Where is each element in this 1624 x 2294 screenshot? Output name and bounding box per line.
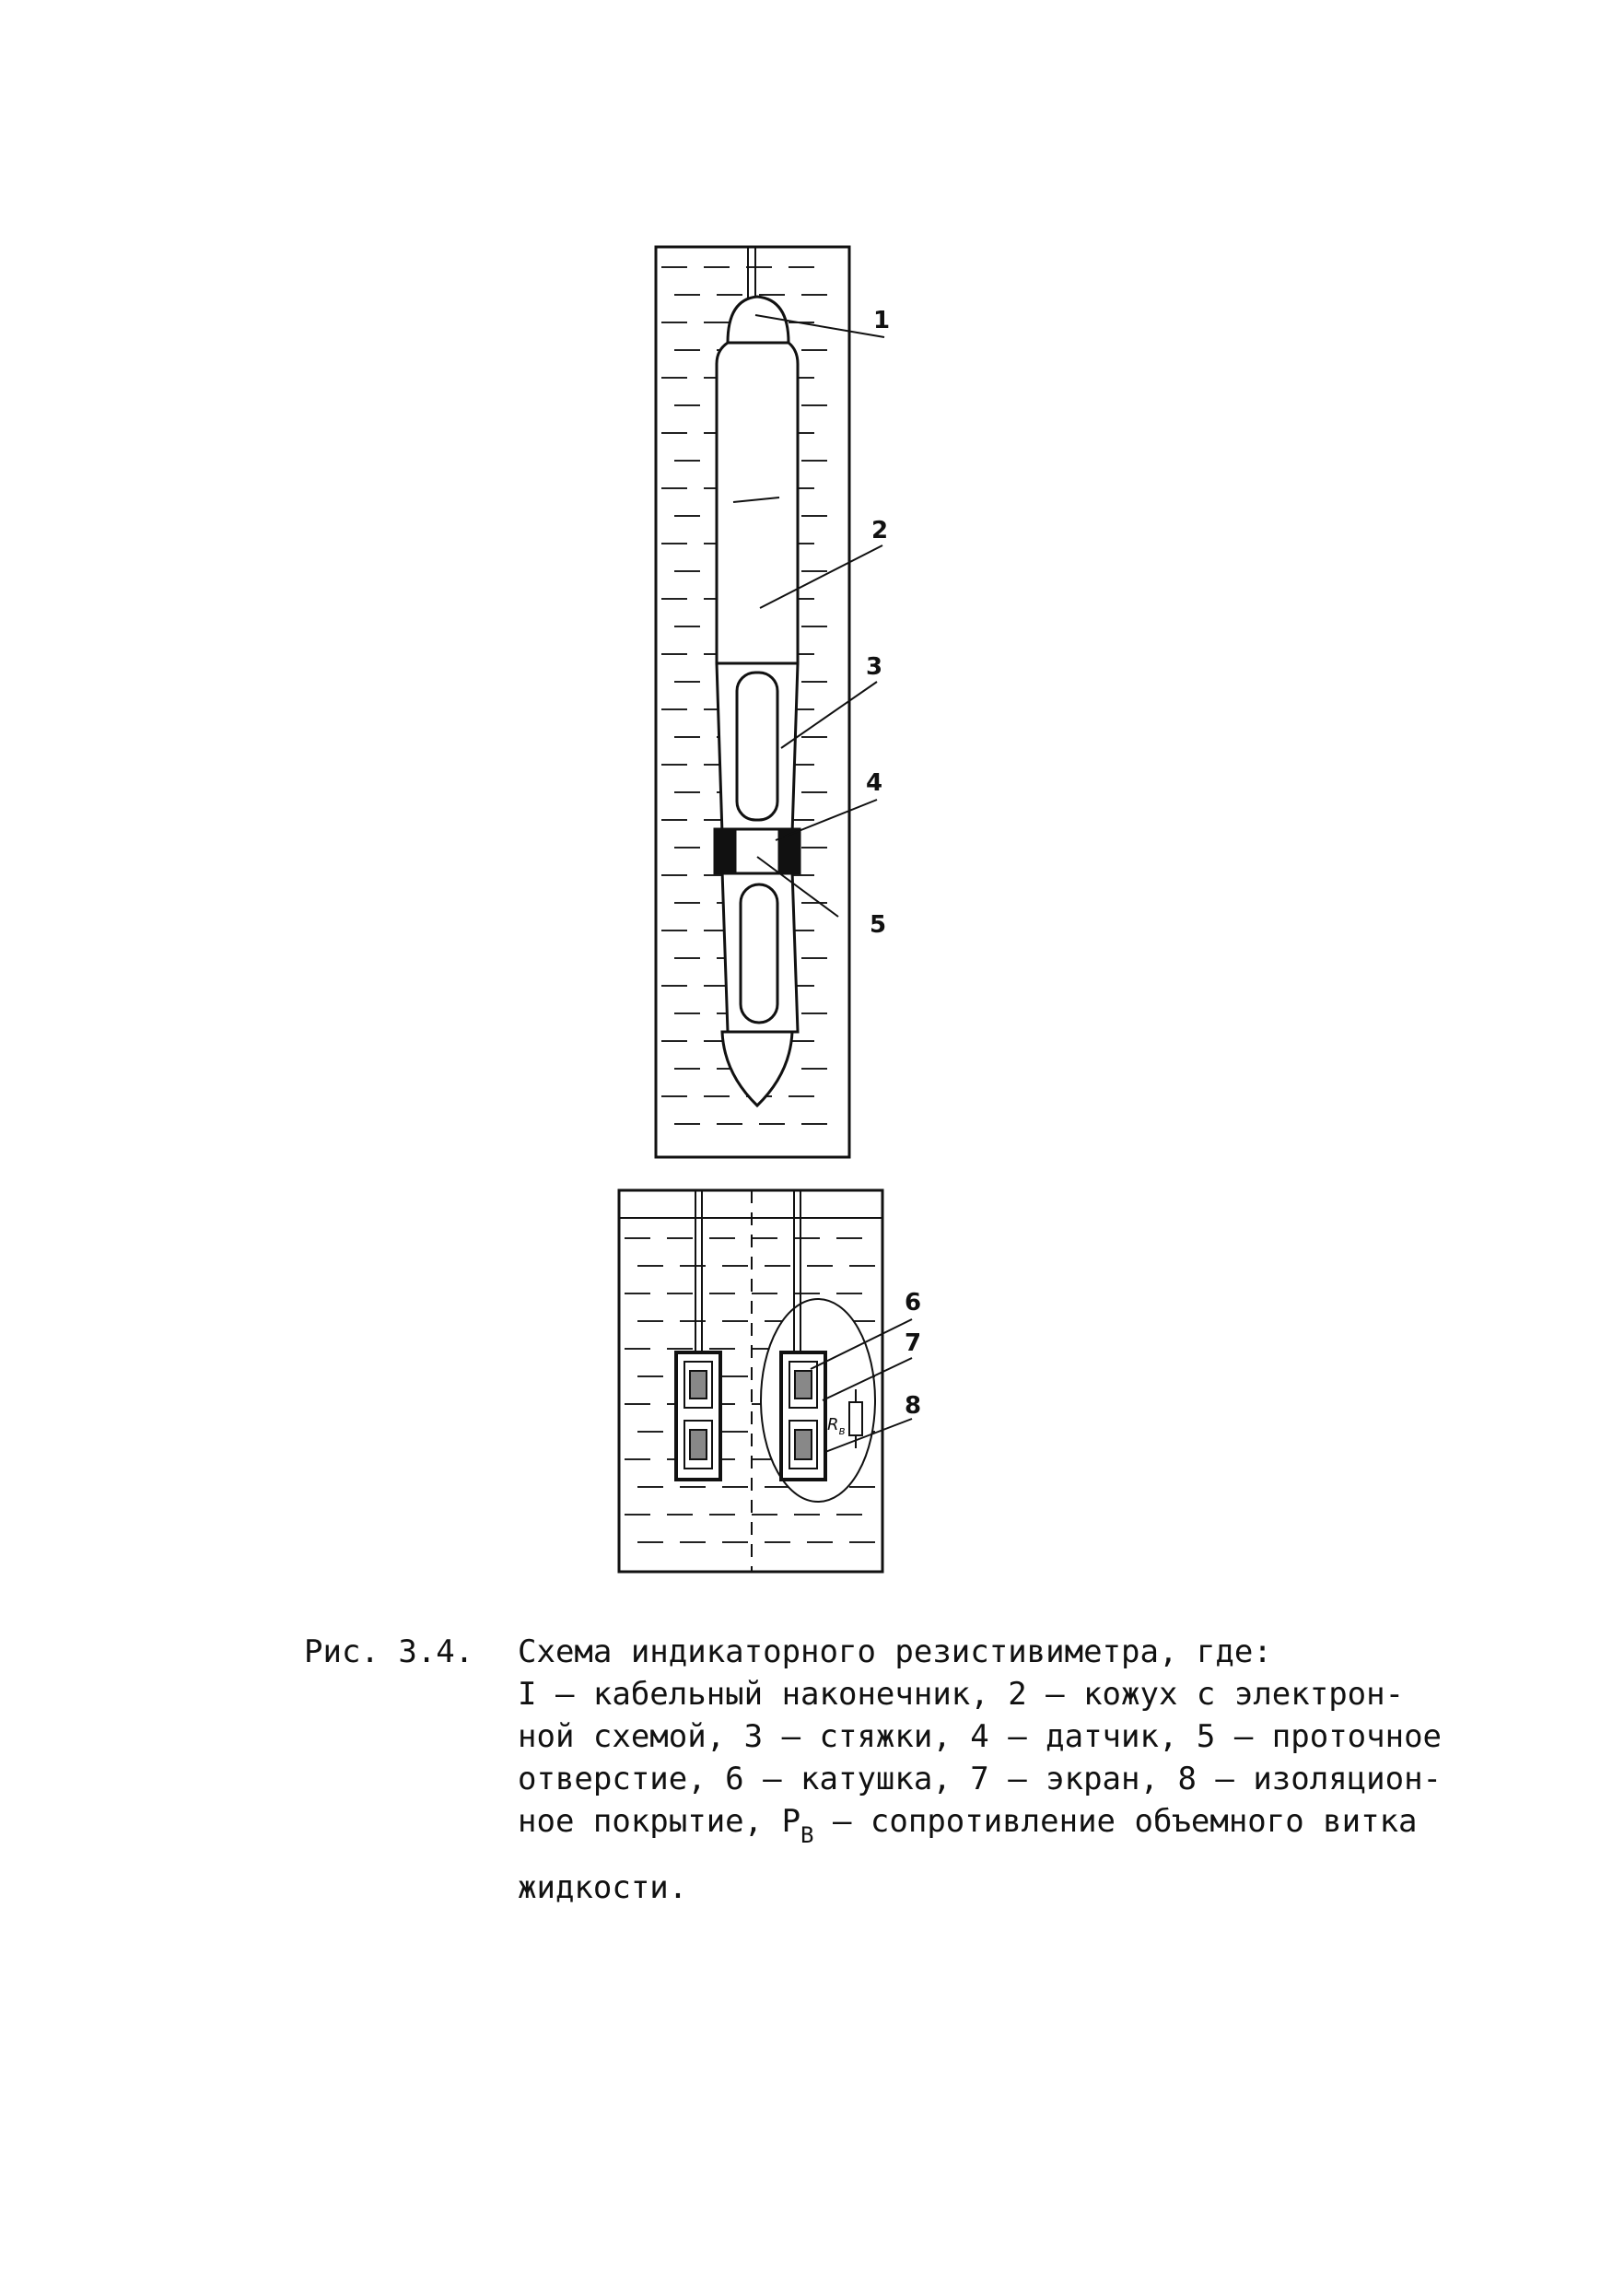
callout-5: 5 — [870, 911, 887, 939]
figure-number: Рис. 3.4. — [304, 1633, 474, 1670]
coil-left — [676, 1352, 720, 1480]
callout-4: 4 — [866, 769, 883, 797]
caption-line: ной схемой, 3 – стяжки, 4 – датчик, 5 – проточное — [518, 1718, 1443, 1755]
caption-line: отверстие, 6 – катушка, 7 – экран, 8 – изоляцион- — [518, 1761, 1443, 1797]
callout-6: 6 — [905, 1289, 922, 1317]
coil-right — [781, 1352, 825, 1480]
callout-8: 8 — [905, 1392, 922, 1420]
callout-7: 7 — [905, 1329, 922, 1357]
resistor-icon — [849, 1402, 862, 1435]
callout-1: 1 — [873, 307, 891, 334]
figure-title: Схема индикаторного резистивиметра, где: — [518, 1633, 1272, 1670]
callout-3: 3 — [866, 653, 883, 681]
nose-cone — [722, 1032, 792, 1106]
electronics-housing — [717, 343, 798, 663]
callout-2: 2 — [871, 517, 889, 544]
caption-line: жидкости. — [518, 1869, 688, 1906]
caption-line: I – кабельный наконечник, 2 – кожух с электрон- — [518, 1676, 1405, 1713]
slot-upper — [737, 673, 777, 820]
lower-tool-section — [676, 1190, 875, 1502]
slot-lower — [741, 884, 777, 1023]
logging-tool — [715, 247, 800, 1106]
caption-line: ное покрытие, $P_B$ – сопротивление объемного витка — [518, 1803, 1418, 1848]
resistor-label: $R_в$ — [827, 1415, 846, 1437]
